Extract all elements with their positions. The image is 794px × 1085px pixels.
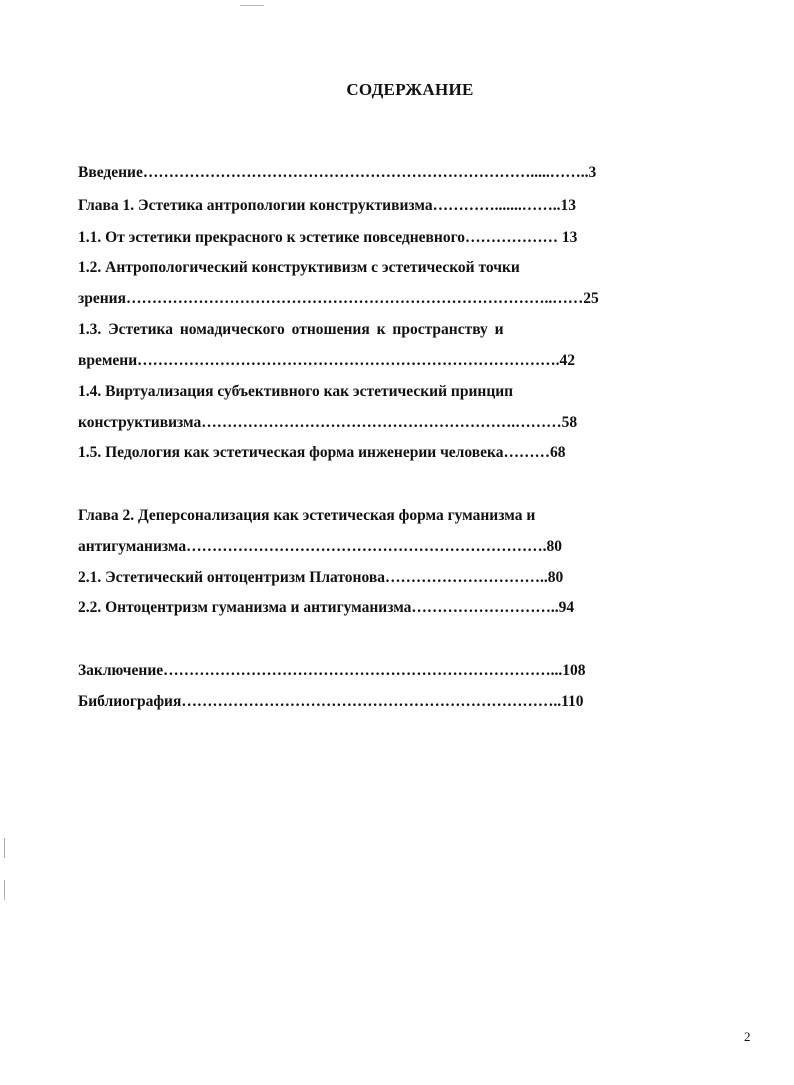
toc-entry-section-1-3-cont: времени……………………………………………………………………….42: [78, 352, 576, 369]
scan-artifact-line: [4, 838, 5, 858]
toc-entry-section-2-1: 2.1. Эстетический онтоцентризм Платонова…………………………..80: [78, 569, 564, 586]
toc-entry-section-1-1: 1.1. От эстетики прекрасного к эстетике повседневного……………… 13: [78, 229, 578, 246]
page-title: СОДЕРЖАНИЕ: [346, 80, 474, 99]
toc-entry-section-1-5: 1.5. Педология как эстетическая форма инженерии человека………68: [78, 444, 566, 461]
scan-artifact-line: [240, 5, 264, 6]
toc-entry-section-1-2-cont: зрения………………………………………………………………………..……25: [78, 290, 599, 307]
toc-entry-chapter-2: Глава 2. Деперсонализация как эстетическая форма гуманизма и: [78, 507, 536, 524]
toc-entry-section-1-3: 1.3. Эстетика номадического отношения к пространству и: [78, 321, 504, 338]
toc-entry-conclusion: Заключение…………………………………………………………………...108: [78, 662, 586, 679]
toc-entry-chapter-2-cont: антигуманизма…………………………………………………………….80: [78, 538, 562, 555]
toc-entry-section-1-2: 1.2. Антропологический конструктивизм с эстетической точки: [78, 259, 520, 276]
toc-entry-section-1-4: 1.4. Виртуализация субъективного как эстетический принцип: [78, 383, 514, 400]
toc-entry-section-2-2: 2.2. Онтоцентризм гуманизма и антигуманизма………………………..94: [78, 599, 575, 616]
page-number: 2: [744, 1029, 751, 1044]
toc-entry-introduction: Введение………………………………………………………………….....……..3: [78, 164, 597, 181]
toc-entry-bibliography: Библиография………………………………………………………………..110: [78, 693, 584, 710]
toc-entry-section-1-4-cont: конструктивизма…………………………………………………….………58: [78, 414, 578, 431]
toc-entry-chapter-1: Глава 1. Эстетика антропологии конструктивизма………….......……..13: [78, 197, 576, 214]
scan-artifact-line: [4, 880, 5, 900]
